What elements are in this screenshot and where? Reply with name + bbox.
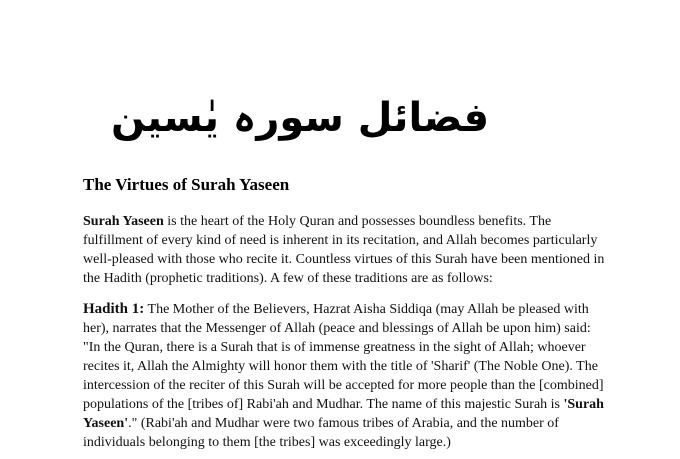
intro-line-4: the Hadith (prophetic traditions). A few of these traditions are as follows:	[83, 271, 493, 286]
intro-line-2: fulfillment of every kind of need is inherent in its recitation, and Allah becomes particularly	[83, 233, 598, 248]
hadith-1-label: Hadith 1:	[83, 301, 145, 317]
hadith-1-line-3: "In the Quran, there is a Surah that is of immense greatness in the sight of Allah; whoever	[83, 340, 586, 355]
hadith-1-line-1-text: The Mother of the Believers, Hazrat Aisha Siddiqa (may Allah be pleased with	[144, 302, 589, 317]
surah-name-bold-part-1: 'Surah	[563, 397, 604, 412]
intro-bold-lead: Surah Yaseen	[83, 214, 164, 229]
hadith-1-line-2: her), narrates that the Messenger of Allah (peace and blessings of Allah be upon him) said:	[83, 321, 591, 336]
hadith-1-line-6-text: populations of the [tribes of] Rabi'ah and Mudhar. The name of this majestic Surah is	[83, 397, 564, 412]
intro-line-1-text: is the heart of the Holy Quran and possesses boundless benefits. The	[163, 214, 552, 229]
hadith-1-line-7	[83, 414, 603, 433]
hadith-1-line-5: intercession of the reciter of this Surah will be accepted for more people than the [combined]	[83, 378, 604, 393]
hadith-1-line-8: individuals belonging to them [the tribes] was exceedingly large.)	[83, 435, 451, 450]
hadith-1-paragraph	[83, 300, 603, 452]
hadith-1-line-1	[83, 300, 603, 319]
hadith-1-line-6	[83, 395, 603, 414]
hadith-1-line-4: recites it, Allah the Almighty will honor them with the title of 'Sharif' (The Noble One). The	[83, 359, 598, 374]
hadith-1-line-7-text: ." (Rabi'ah and Mudhar were two famous tribes of Arabia, and the number of	[128, 416, 559, 431]
arabic-title: فضائل سورہ یٰسین	[110, 95, 490, 141]
intro-paragraph	[83, 212, 603, 288]
intro-line-1	[83, 212, 603, 231]
surah-name-bold-part-2: Yaseen'	[83, 416, 129, 431]
intro-line-3: well-pleased with those who recite it. Countless virtues of this Surah have been mentioned in	[83, 252, 605, 267]
section-heading: The Virtues of Surah Yaseen	[83, 175, 290, 194]
